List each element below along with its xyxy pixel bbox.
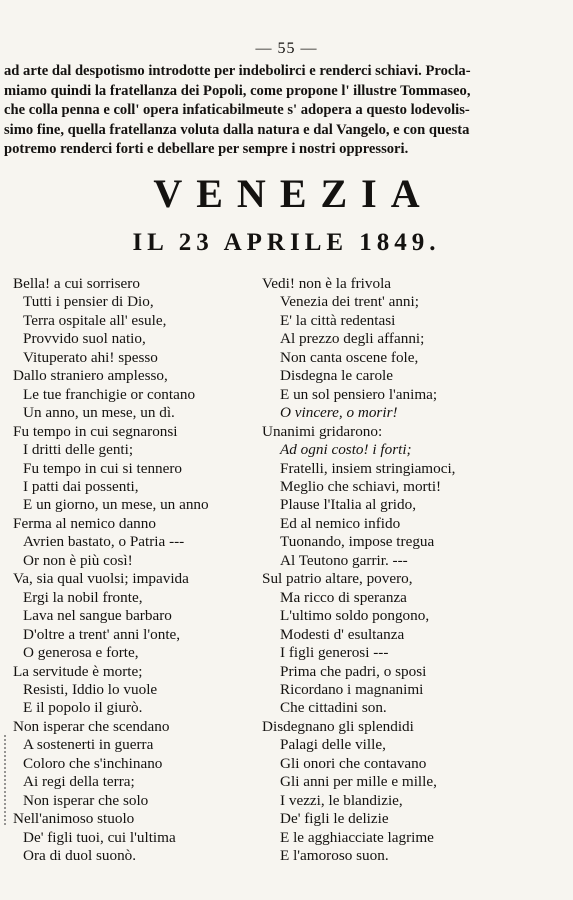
poem-line: E le agghiacciate lagrime <box>280 828 434 846</box>
poem-line: E l'amoroso suon. <box>280 847 389 865</box>
poem-line: Ora di duol suonò. <box>23 847 137 865</box>
poem-line: Non isperar che solo <box>23 791 149 809</box>
poem-line: Fu tempo in cui si tennero <box>23 459 183 477</box>
poem-line: I figli generosi --- <box>280 644 389 662</box>
poem-line: Tutti i pensier di Dio, <box>23 293 154 311</box>
poem-line: Nell'animoso stuolo <box>13 810 135 828</box>
poem-line: Ma ricco di speranza <box>280 588 407 606</box>
poem-line: Dallo straniero amplesso, <box>13 367 168 385</box>
poem-line: Che cittadini son. <box>280 699 387 717</box>
poem-line: Gli anni per mille e mille, <box>280 773 437 791</box>
poem-line: Provvido suol natio, <box>23 330 146 348</box>
poem-line: Prima che padri, o sposi <box>280 662 427 680</box>
poem-line: E' la città redentasi <box>280 311 396 329</box>
poem-line: Lava nel sangue barbaro <box>23 607 172 625</box>
prose-line: che colla penna e coll' opera infaticabilmeute s' adopera a questo lodevolis- <box>4 102 470 118</box>
poem-line: Sul patrio altare, povero, <box>262 570 413 588</box>
poem-line: Va, sia qual vuolsi; impavida <box>13 570 189 588</box>
poem-line: E il popolo il giurò. <box>23 699 143 717</box>
poem-line: E un sol pensiero l'anima; <box>280 385 438 403</box>
poem-line: Meglio che schiavi, morti! <box>280 477 442 495</box>
poem-line: E un giorno, un mese, un anno <box>23 496 209 514</box>
poem-line: Le tue franchigie or contano <box>23 385 196 403</box>
poem-line: Avrien bastato, o Patria --- <box>23 533 185 551</box>
poem-line: Coloro che s'inchinano <box>23 754 163 772</box>
prose-line: ad arte dal despotismo introdotte per indebolirci e renderci schiavi. Procla- <box>4 63 471 79</box>
poem-line: Bella! a cui sorrisero <box>13 275 140 292</box>
poem-line: Resisti, Iddio lo vuole <box>23 680 158 698</box>
poem-line: Plause l'Italia al grido, <box>280 496 417 514</box>
poem-line: Fu tempo in cui segnaronsi <box>13 422 178 440</box>
page-number: — 55 — <box>255 40 318 57</box>
prose-paragraph <box>4 62 564 160</box>
prose-line: miamo quindi la fratellanza dei Popoli, come propone l' illustre Tommaseo, <box>4 82 471 99</box>
poem-left-column <box>13 275 253 866</box>
poem-line: Vedi! non è la frivola <box>262 275 392 292</box>
poem-line: A sostenerti in guerra <box>23 736 154 754</box>
poem-line: Venezia dei trent' anni; <box>280 293 419 311</box>
poem-line: Vituperato ahi! spesso <box>23 348 158 366</box>
poem-line: Non canta oscene fole, <box>280 348 419 366</box>
poem-line: Ergi la nobil fronte, <box>23 588 143 606</box>
poem-line: Ad ogni costo! i forti; <box>280 441 412 459</box>
prose-line: simo fine, quella fratellanza voluta dalla natura e dal Vangelo, e con questa <box>4 121 470 138</box>
poem-line: L'ultimo soldo pongono, <box>280 607 430 625</box>
poem-line: Al prezzo degli affanni; <box>280 330 425 348</box>
poem-line: D'oltre a trent' anni l'onte, <box>23 625 181 643</box>
poem-line: De' figli tuoi, cui l'ultima <box>23 828 176 846</box>
poem-line: Ricordano i magnanimi <box>280 680 424 698</box>
poem-line: Non isperar che scendano <box>13 717 170 735</box>
poem-line: La servitude è morte; <box>13 662 143 680</box>
poem-line: Palagi delle ville, <box>280 736 386 754</box>
poem-line: Ed al nemico infido <box>280 514 401 532</box>
poem-line: De' figli le delizie <box>280 810 389 828</box>
poem-line: Modesti d' esultanza <box>280 625 405 643</box>
poem-line: Un anno, un mese, un dì. <box>23 404 175 422</box>
poem-line: O vincere, o morir! <box>280 404 398 422</box>
poem-line: Ferma al nemico danno <box>13 514 156 532</box>
poem-line: Disdegna le carole <box>280 367 394 385</box>
poem-line: Ai regi della terra; <box>23 773 135 791</box>
poem-line: I vezzi, le blandizie, <box>280 791 403 809</box>
poem-line: Or non è più così! <box>23 551 133 569</box>
poem-line: Unanimi gridarono: <box>262 422 383 440</box>
poem-right-column <box>262 275 562 866</box>
poem-line: I dritti delle genti; <box>23 441 134 459</box>
poem-line: Gli onori che contavano <box>280 754 427 772</box>
poem-title: VENEZIA <box>153 171 434 216</box>
margin-dotted-rule <box>4 735 8 825</box>
poem-line: Fratelli, insiem stringiamoci, <box>280 459 456 477</box>
poem-line: Tuonando, impose tregua <box>280 533 435 551</box>
poem-line: Disdegnano gli splendidi <box>262 717 414 735</box>
poem-line: I patti dai possenti, <box>23 477 139 495</box>
poem-line: Terra ospitale all' esule, <box>23 311 167 329</box>
poem-line: O generosa e forte, <box>23 644 139 662</box>
prose-line: potremo renderci forti e debellare per sempre i nostri oppressori. <box>4 141 409 157</box>
poem-line: Al Teutono garrir. --- <box>280 551 408 569</box>
poem-subtitle: IL 23 APRILE 1849. <box>132 229 441 256</box>
